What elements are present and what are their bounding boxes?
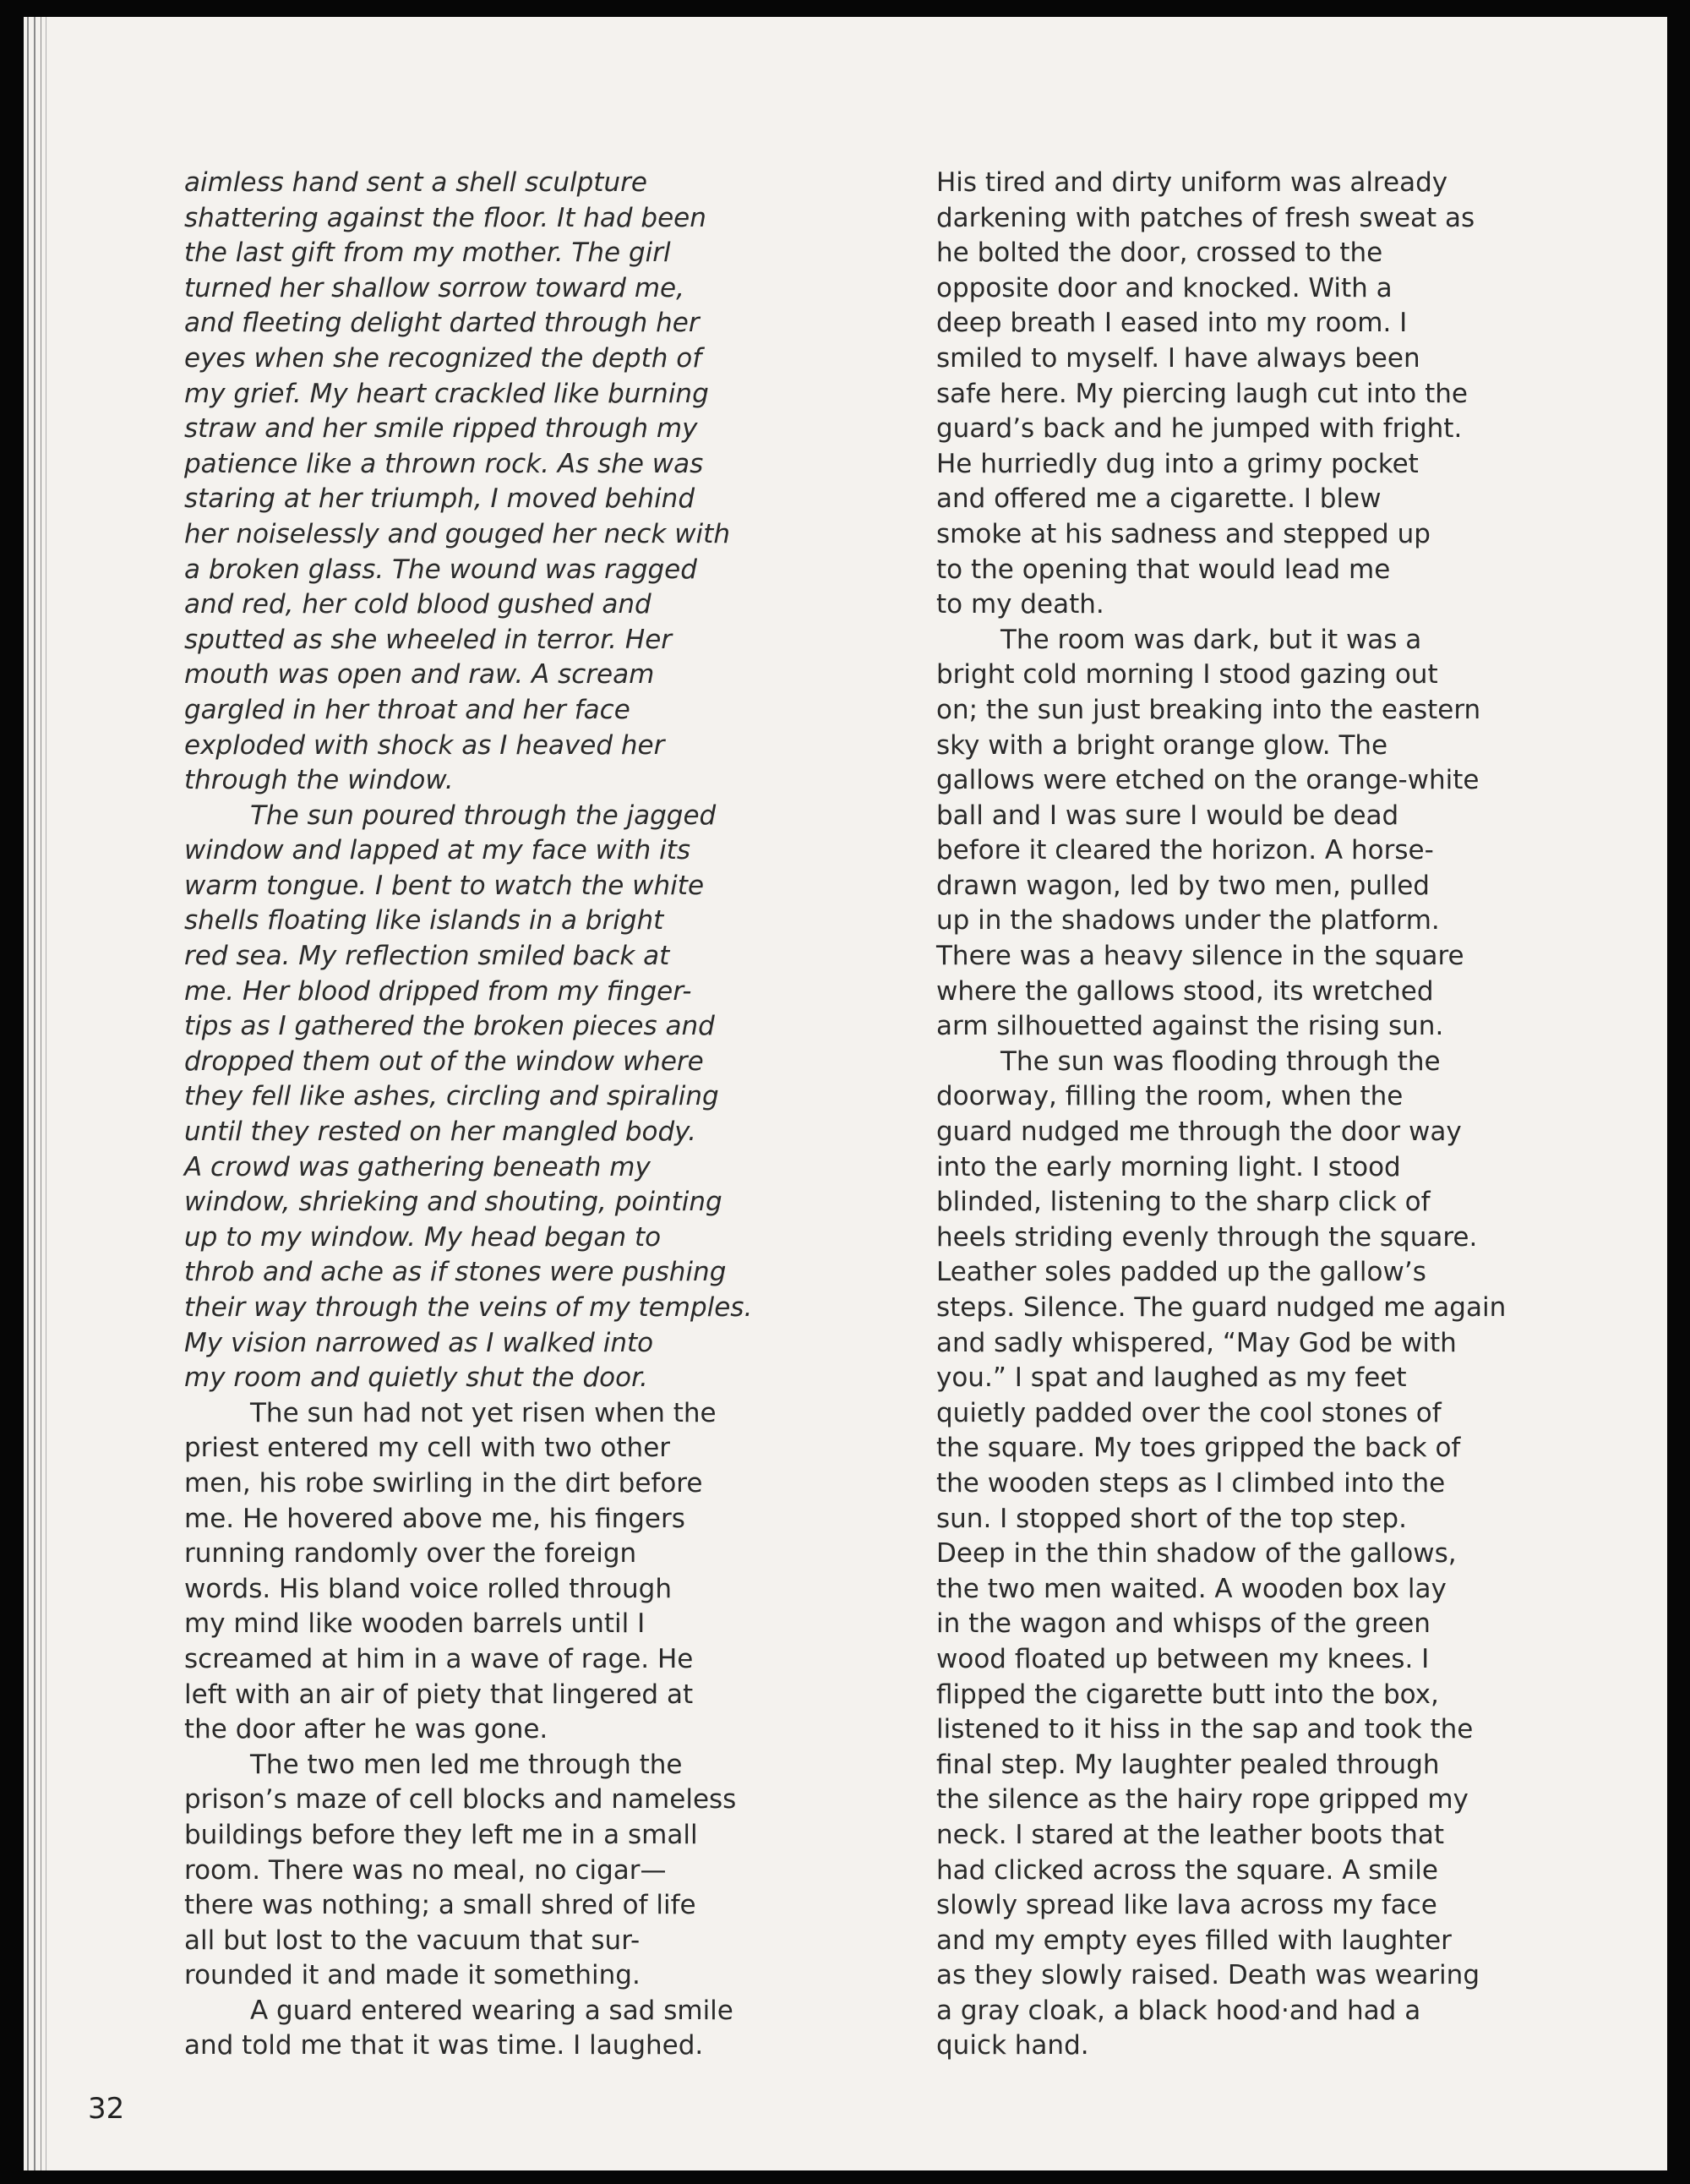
text-line: shattering against the floor. It had been xyxy=(184,202,706,233)
text-line: sky with a bright orange glow. The xyxy=(936,729,1388,761)
text-line: sputted as she wheeled in terror. Her xyxy=(184,624,673,655)
text-line: sun. I stopped short of the top step. xyxy=(936,1503,1407,1534)
text-line: staring at her triumph, I moved behind xyxy=(184,483,695,515)
text-line: The sun was flooding through the xyxy=(1000,1046,1441,1077)
text-line: tips as I gathered the broken pieces and xyxy=(184,1011,715,1042)
text-line: words. His bland voice rolled through xyxy=(184,1573,673,1604)
text-line: opposite door and knocked. With a xyxy=(936,272,1393,303)
text-line: wood floated up between my knees. I xyxy=(936,1643,1430,1674)
text-line: in the wagon and whisps of the green xyxy=(936,1608,1431,1640)
text-line: and red, her cold blood gushed and xyxy=(184,589,651,620)
text-line: to the opening that would lead me xyxy=(936,554,1391,585)
text-line: you.” I spat and laughed as my feet xyxy=(936,1362,1407,1394)
text-line: the square. My toes gripped the back of xyxy=(936,1433,1461,1464)
text-line: dropped them out of the window where xyxy=(184,1046,704,1077)
text-line: The sun had not yet risen when the xyxy=(250,1397,717,1428)
text-line: turned her shallow sorrow toward me, xyxy=(184,272,684,303)
text-line: on; the sun just breaking into the eastern xyxy=(936,694,1481,725)
text-line: doorway, filling the room, when the xyxy=(936,1081,1404,1112)
text-line: men, his robe swirling in the dirt before xyxy=(184,1467,703,1499)
text-line: neck. I stared at the leather boots that xyxy=(936,1819,1445,1850)
text-line: until they rested on her mangled body. xyxy=(184,1117,696,1148)
text-line: arm silhouetted against the rising sun. xyxy=(936,1011,1444,1042)
text-line: as they slowly raised. Death was wearing xyxy=(936,1960,1480,1991)
text-line: me. He hovered above me, his fingers xyxy=(184,1503,685,1534)
text-line: heels striding evenly through the square. xyxy=(936,1221,1478,1253)
text-line: listened to it hiss in the sap and took the xyxy=(936,1714,1474,1745)
text-line: warm tongue. I bent to watch the white xyxy=(184,870,705,901)
text-line: prison’s maze of cell blocks and nameless xyxy=(184,1784,737,1815)
text-line: where the gallows stood, its wretched xyxy=(936,975,1434,1007)
text-line: my grief. My heart crackled like burning xyxy=(184,378,709,409)
text-line: A guard entered wearing a sad smile xyxy=(250,1995,733,2026)
text-line: shells floating like islands in a bright xyxy=(184,905,664,936)
text-line: My vision narrowed as I walked into xyxy=(184,1327,654,1358)
text-line: my mind like wooden barrels until I xyxy=(184,1608,646,1640)
text-line: smoke at his sadness and stepped up xyxy=(936,518,1431,549)
text-line: ball and I was sure I would be dead xyxy=(936,800,1399,831)
text-line: room. There was no meal, no cigar— xyxy=(184,1854,667,1886)
text-line: their way through the veins of my temples. xyxy=(184,1292,753,1323)
text-line: The two men led me through the xyxy=(250,1749,683,1780)
text-line: aimless hand sent a shell sculpture xyxy=(184,167,647,198)
text-line: guard nudged me through the door way xyxy=(936,1117,1462,1148)
text-line: gallows were etched on the orange-white xyxy=(936,765,1480,796)
text-line: window, shrieking and shouting, pointing xyxy=(184,1187,722,1218)
text-line: and told me that it was time. I laughed. xyxy=(184,2030,704,2061)
text-line: her noiselessly and gouged her neck with xyxy=(184,518,730,549)
text-line: to my death. xyxy=(936,589,1104,620)
text-line: up in the shadows under the platform. xyxy=(936,905,1440,936)
text-line: my room and quietly shut the door. xyxy=(184,1362,648,1394)
text-line: window and lapped at my face with its xyxy=(184,835,691,866)
text-line: final step. My laughter pealed through xyxy=(936,1749,1440,1780)
text-line: darkening with patches of fresh sweat as xyxy=(936,202,1475,233)
text-line: bright cold morning I stood gazing out xyxy=(936,659,1438,691)
text-line: quietly padded over the cool stones of xyxy=(936,1397,1442,1428)
text-line: Deep in the thin shadow of the gallows, xyxy=(936,1538,1457,1570)
text-line: A crowd was gathering beneath my xyxy=(184,1151,651,1182)
page-number: 32 xyxy=(88,2092,125,2126)
text-line: screamed at him in a wave of rage. He xyxy=(184,1643,694,1674)
binding-rule xyxy=(34,17,35,2170)
text-line: and sadly whispered, “May God be with xyxy=(936,1327,1457,1358)
text-line: and fleeting delight darted through her xyxy=(184,308,700,339)
text-line: he bolted the door, crossed to the xyxy=(936,238,1383,269)
text-line: up to my window. My head began to xyxy=(184,1221,662,1253)
text-line: straw and her smile ripped through my xyxy=(184,413,698,445)
text-line: There was a heavy silence in the square xyxy=(936,941,1464,972)
left-text-column xyxy=(184,166,752,2064)
text-line: He hurriedly dug into a grimy pocket xyxy=(936,448,1419,479)
text-line: Leather soles padded up the gallow’s xyxy=(936,1257,1426,1288)
text-line: left with an air of piety that lingered at xyxy=(184,1679,694,1710)
text-line: patience like a thrown rock. As she was xyxy=(184,448,704,479)
text-line: His tired and dirty uniform was already xyxy=(936,167,1448,198)
text-line: buildings before they left me in a small xyxy=(184,1819,698,1850)
text-line: had clicked across the square. A smile xyxy=(936,1854,1438,1886)
text-line: flipped the cigarette butt into the box, xyxy=(936,1679,1439,1710)
text-line: guard’s back and he jumped with fright. xyxy=(936,413,1463,445)
text-line: deep breath I eased into my room. I xyxy=(936,308,1408,339)
text-line: red sea. My reflection smiled back at xyxy=(184,941,670,972)
text-line: the wooden steps as I climbed into the xyxy=(936,1467,1446,1499)
text-line: eyes when she recognized the depth of xyxy=(184,342,702,374)
text-line: safe here. My piercing laugh cut into the xyxy=(936,378,1469,409)
book-page xyxy=(24,17,1667,2170)
text-line: running randomly over the foreign xyxy=(184,1538,637,1570)
text-line: and my empty eyes filled with laughter xyxy=(936,1925,1452,1956)
text-line: throb and ache as if stones were pushing xyxy=(184,1257,727,1288)
text-line: me. Her blood dripped from my finger- xyxy=(184,975,692,1007)
text-line: and offered me a cigarette. I blew xyxy=(936,483,1382,515)
text-line: the two men waited. A wooden box lay xyxy=(936,1573,1447,1604)
text-line: the door after he was gone. xyxy=(184,1714,548,1745)
text-line: a gray cloak, a black hood·and had a xyxy=(936,1995,1421,2026)
text-line: a broken glass. The wound was ragged xyxy=(184,554,697,585)
text-line: drawn wagon, led by two men, pulled xyxy=(936,870,1430,901)
text-line: the last gift from my mother. The girl xyxy=(184,238,671,269)
text-line: they fell like ashes, circling and spiraling xyxy=(184,1081,719,1112)
right-text-column xyxy=(936,166,1506,2064)
text-line: mouth was open and raw. A scream xyxy=(184,659,655,691)
text-line: steps. Silence. The guard nudged me again xyxy=(936,1292,1507,1323)
text-line: slowly spread like lava across my face xyxy=(936,1890,1437,1921)
text-line: through the window. xyxy=(184,765,454,796)
text-line: priest entered my cell with two other xyxy=(184,1433,671,1464)
text-line: blinded, listening to the sharp click of xyxy=(936,1187,1431,1218)
text-line: gargled in her throat and her face xyxy=(184,694,630,725)
binding-rule xyxy=(27,17,29,2170)
text-line: smiled to myself. I have always been xyxy=(936,342,1420,374)
text-line: exploded with shock as I heaved her xyxy=(184,729,665,761)
text-line: there was nothing; a small shred of life xyxy=(184,1890,696,1921)
text-line: into the early morning light. I stood xyxy=(936,1151,1401,1182)
text-line: The room was dark, but it was a xyxy=(1000,624,1422,655)
text-line: rounded it and made it something. xyxy=(184,1960,641,1991)
text-line: quick hand. xyxy=(936,2030,1089,2061)
text-line: The sun poured through the jagged xyxy=(250,800,717,831)
text-line: all but lost to the vacuum that sur- xyxy=(184,1925,641,1956)
text-line: before it cleared the horizon. A horse- xyxy=(936,835,1434,866)
text-line: the silence as the hairy rope gripped my xyxy=(936,1784,1469,1815)
